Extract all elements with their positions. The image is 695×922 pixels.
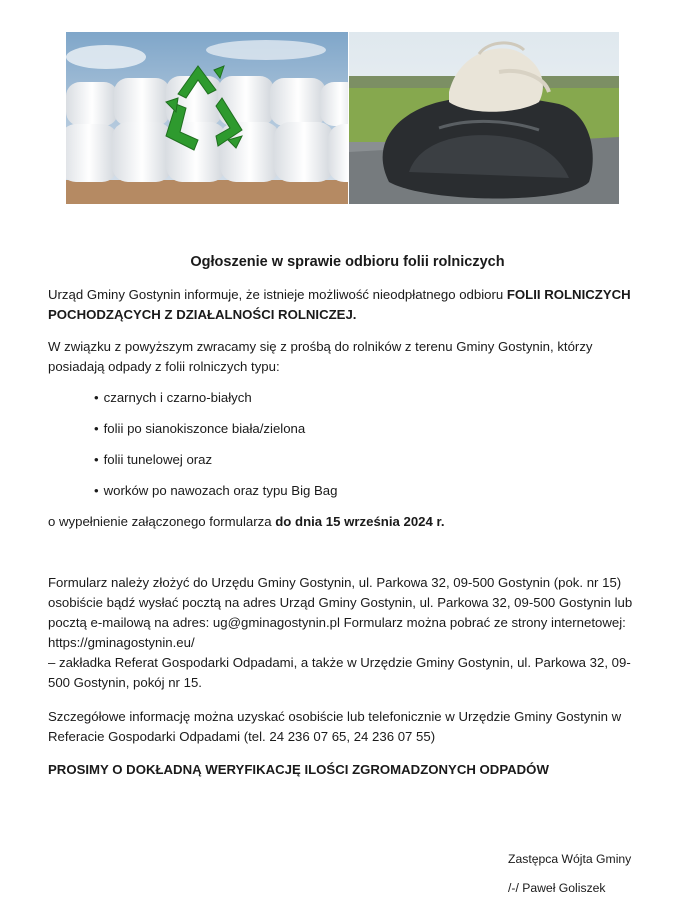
header-photo-bales <box>66 32 348 204</box>
submission-paragraph <box>48 573 648 693</box>
announcement-title: Ogłoszenie w sprawie odbioru folii rolniczych <box>190 254 505 270</box>
notice-paragraph: PROSIMY O DOKŁADNĄ WERYFIKACJĘ ILOŚCI ZGROMADZONYCH ODPADÓW <box>48 762 549 777</box>
submission-text-2: – zakładka Referat Gospodarki Odpadami, a także w Urzędzie Gminy Gostynin, ul. Parkowa 32, 09-500 Gostynin, pokój nr 15. <box>48 655 631 690</box>
deadline-paragraph <box>48 512 648 532</box>
intro-bold: FOLII ROLNICZYCH POCHODZĄCYCH Z DZIAŁALNOŚCI ROLNICZEJ. <box>48 287 631 322</box>
bales-photo-svg <box>66 32 348 204</box>
foil-waste-photo-svg <box>349 32 619 204</box>
signature-name: /-/ Paweł Goliszek <box>508 881 606 895</box>
intro-text: Urząd Gminy Gostynin informuje, że istnieje możliwość nieodpłatnego odbioru <box>48 287 507 302</box>
header-photo-foil-waste <box>349 32 619 204</box>
list-item: • folii po sianokiszonce biała/zielona <box>94 419 337 450</box>
signature-role: Zastępca Wójta Gminy <box>508 852 632 866</box>
deadline-text: o wypełnienie załączonego formularza <box>48 514 276 529</box>
intro-paragraph <box>48 285 648 325</box>
deadline-date: do dnia 15 września 2024 r. <box>275 514 445 529</box>
request-paragraph: W związku z powyższym zwracamy się z prośbą do rolników z terenu Gminy Gostynin, którzy posiadają odpady z folii rolniczych typu: <box>48 339 593 374</box>
submission-text: Formularz należy złożyć do Urzędu Gminy Gostynin, ul. Parkowa 32, 09-500 Gostynin (pok. nr 15) osobiście bądź wysłać pocztą na adres Urząd Gminy Gostynin, ul. Parkowa 32, 09-500 Gostynin lub pocztą e-mailową na adres: ug@gminagostynin.pl Formularz można pobrać ze strony internetowej: https://gminagostynin.eu/ <box>48 575 633 650</box>
list-item: • worków po nawozach oraz typu Big Bag <box>94 481 337 512</box>
foil-types-list <box>94 388 337 512</box>
info-paragraph: Szczegółowe informację można uzyskać osobiście lub telefonicznie w Urzędzie Gminy Gostynin w Referacie Gospodarki Odpadami (tel. 24 236 07 65, 24 236 07 55) <box>48 709 622 744</box>
list-item: • folii tunelowej oraz <box>94 450 337 481</box>
list-item: • czarnych i czarno-białych <box>94 388 337 419</box>
